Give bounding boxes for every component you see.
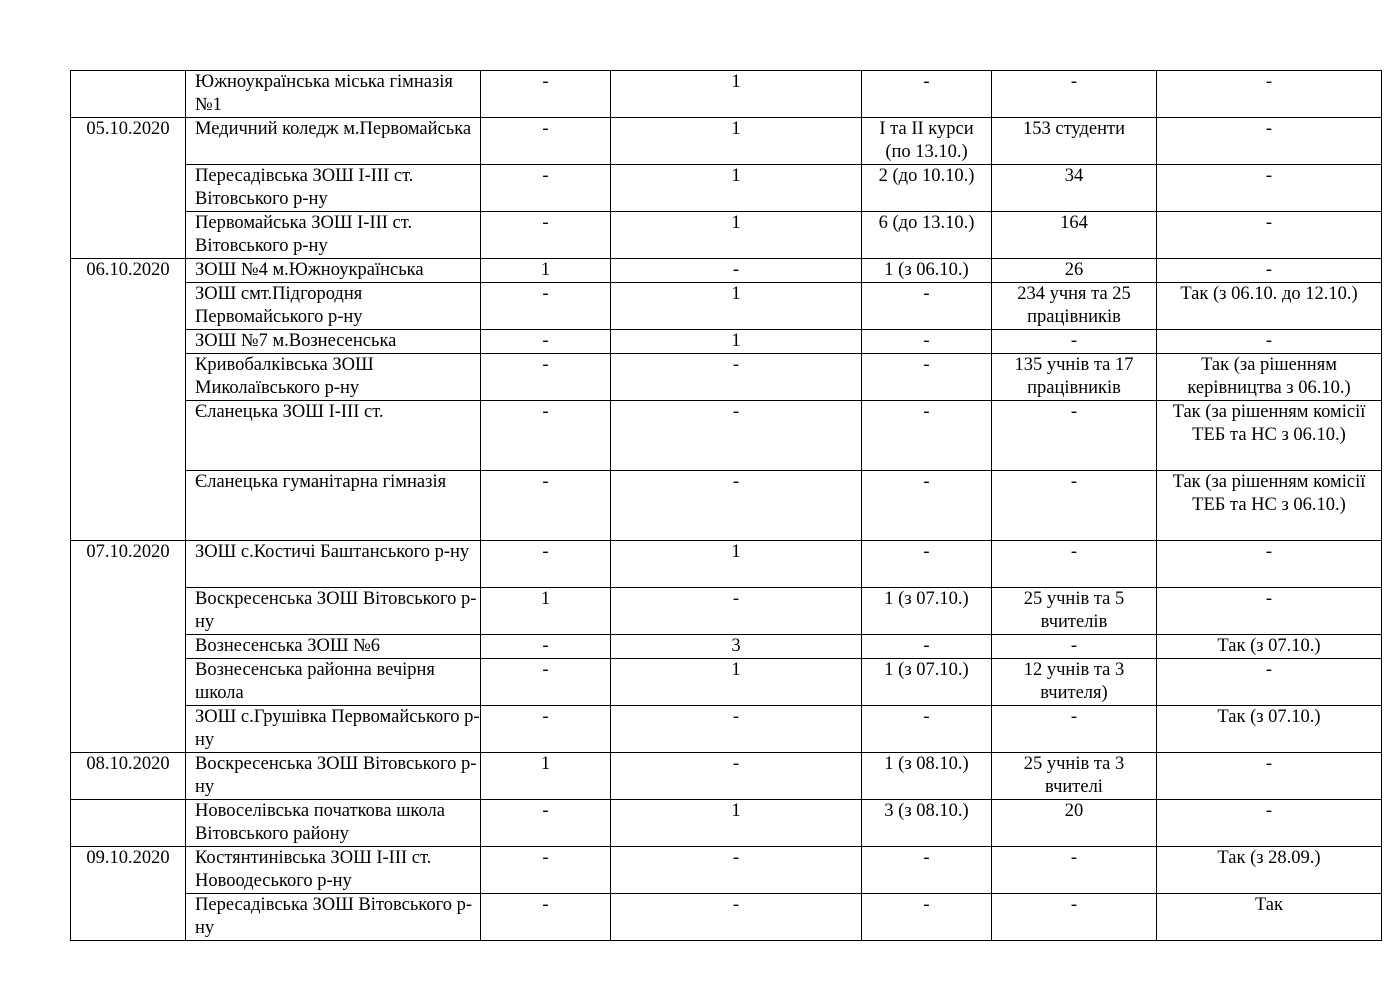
value-cell: - <box>992 401 1157 471</box>
value-cell: - <box>862 283 992 330</box>
school-cell: ЗОШ смт.Підгородня Первомайського р-ну <box>186 283 481 330</box>
school-cell: Новоселівська початкова школа Вітовського району <box>186 800 481 847</box>
value-cell: - <box>1157 71 1382 118</box>
value-cell: - <box>481 165 611 212</box>
value-cell: - <box>481 541 611 588</box>
value-cell: - <box>862 401 992 471</box>
value-cell: - <box>611 401 862 471</box>
school-cell: Єланецька гуманітарна гімназія <box>186 471 481 541</box>
value-cell: 3 <box>611 635 862 659</box>
value-cell: - <box>611 259 862 283</box>
table-row <box>71 541 1382 588</box>
value-cell: 20 <box>992 800 1157 847</box>
value-cell: - <box>611 894 862 941</box>
date-cell: 09.10.2020 <box>71 847 186 941</box>
date-cell: 08.10.2020 <box>71 753 186 800</box>
value-cell: - <box>992 635 1157 659</box>
date-cell <box>71 71 186 118</box>
value-cell: Так (з 07.10.) <box>1157 706 1382 753</box>
school-cell: Єланецька ЗОШ І-ІІІ ст. <box>186 401 481 471</box>
value-cell: 12 учнів та 3 вчителя) <box>992 659 1157 706</box>
date-cell: 06.10.2020 <box>71 259 186 541</box>
table-row <box>71 588 1382 635</box>
value-cell: - <box>862 706 992 753</box>
value-cell: - <box>862 635 992 659</box>
value-cell: - <box>1157 212 1382 259</box>
value-cell: - <box>1157 800 1382 847</box>
value-cell: - <box>611 354 862 401</box>
value-cell: - <box>481 354 611 401</box>
value-cell: Так (з 28.09.) <box>1157 847 1382 894</box>
school-cell: Вознесенська ЗОШ №6 <box>186 635 481 659</box>
value-cell: 26 <box>992 259 1157 283</box>
value-cell: 25 учнів та 5 вчителів <box>992 588 1157 635</box>
table-row <box>71 471 1382 541</box>
value-cell: - <box>1157 330 1382 354</box>
table-row <box>71 635 1382 659</box>
school-cell: Воскресенська ЗОШ Вітовського р-ну <box>186 588 481 635</box>
school-cell: Пересадівська ЗОШ І-ІІІ ст. Вітовського р-ну <box>186 165 481 212</box>
value-cell: I та II курси (по 13.10.) <box>862 118 992 165</box>
date-cell: 07.10.2020 <box>71 541 186 753</box>
value-cell: - <box>611 588 862 635</box>
value-cell: 6 (до 13.10.) <box>862 212 992 259</box>
school-cell: Костянтинівська ЗОШ І-ІІІ ст. Новоодеського р-ну <box>186 847 481 894</box>
value-cell: - <box>992 894 1157 941</box>
school-cell: Медичний коледж м.Первомайська <box>186 118 481 165</box>
value-cell: - <box>611 471 862 541</box>
table-row <box>71 71 1382 118</box>
value-cell: - <box>992 71 1157 118</box>
value-cell: - <box>481 847 611 894</box>
value-cell: Так (з 07.10.) <box>1157 635 1382 659</box>
value-cell: Так (з 06.10. до 12.10.) <box>1157 283 1382 330</box>
value-cell: - <box>1157 259 1382 283</box>
value-cell: 153 студенти <box>992 118 1157 165</box>
school-cell: Южноукраїнська міська гімназія №1 <box>186 71 481 118</box>
school-cell: ЗОШ с.Костичі Баштанського р-ну <box>186 541 481 588</box>
value-cell: 1 <box>611 330 862 354</box>
table-row <box>71 800 1382 847</box>
table-row <box>71 659 1382 706</box>
value-cell: 1 <box>611 212 862 259</box>
value-cell: - <box>862 354 992 401</box>
value-cell: 1 (з 07.10.) <box>862 588 992 635</box>
value-cell: - <box>1157 588 1382 635</box>
table-row <box>71 706 1382 753</box>
school-cell: ЗОШ с.Грушівка Первомайського р-ну <box>186 706 481 753</box>
table-row <box>71 401 1382 471</box>
value-cell: - <box>992 847 1157 894</box>
value-cell: 234 учня та 25 працівників <box>992 283 1157 330</box>
school-cell: ЗОШ №4 м.Южноукраїнська <box>186 259 481 283</box>
value-cell: 1 <box>611 541 862 588</box>
value-cell: - <box>1157 118 1382 165</box>
school-cell: ЗОШ №7 м.Вознесенська <box>186 330 481 354</box>
value-cell: - <box>862 71 992 118</box>
value-cell: - <box>481 706 611 753</box>
value-cell: Так (за рішенням керівництва з 06.10.) <box>1157 354 1382 401</box>
table-row <box>71 330 1382 354</box>
date-cell <box>71 800 186 847</box>
value-cell: - <box>481 635 611 659</box>
value-cell: - <box>862 330 992 354</box>
value-cell: - <box>481 659 611 706</box>
value-cell: - <box>481 894 611 941</box>
value-cell: - <box>481 471 611 541</box>
value-cell: - <box>862 894 992 941</box>
value-cell: 3 (з 08.10.) <box>862 800 992 847</box>
school-cell: Вознесенська районна вечірня школа <box>186 659 481 706</box>
value-cell: - <box>862 541 992 588</box>
value-cell: - <box>481 118 611 165</box>
value-cell: 1 <box>611 118 862 165</box>
date-cell: 05.10.2020 <box>71 118 186 259</box>
table-row <box>71 894 1382 941</box>
value-cell: 1 (з 08.10.) <box>862 753 992 800</box>
value-cell: - <box>481 283 611 330</box>
table-row <box>71 753 1382 800</box>
value-cell: - <box>992 471 1157 541</box>
value-cell: Так (за рішенням комісії ТЕБ та НС з 06.10.) <box>1157 471 1382 541</box>
school-cell: Воскресенська ЗОШ Вітовського р-ну <box>186 753 481 800</box>
value-cell: 1 <box>481 259 611 283</box>
school-cell: Первомайська ЗОШ І-ІІІ ст. Вітовського р-ну <box>186 212 481 259</box>
value-cell: Так (за рішенням комісії ТЕБ та НС з 06.10.) <box>1157 401 1382 471</box>
value-cell: - <box>1157 659 1382 706</box>
value-cell: - <box>481 401 611 471</box>
value-cell: - <box>481 800 611 847</box>
value-cell: 135 учнів та 17 працівників <box>992 354 1157 401</box>
value-cell: - <box>992 541 1157 588</box>
value-cell: - <box>481 71 611 118</box>
table-row <box>71 118 1382 165</box>
value-cell: - <box>862 471 992 541</box>
value-cell: 164 <box>992 212 1157 259</box>
school-cell: Пересадівська ЗОШ Вітовського р-ну <box>186 894 481 941</box>
value-cell: 1 (з 07.10.) <box>862 659 992 706</box>
value-cell: 1 <box>611 659 862 706</box>
value-cell: 1 <box>611 800 862 847</box>
table-row <box>71 283 1382 330</box>
value-cell: - <box>1157 753 1382 800</box>
value-cell: - <box>481 212 611 259</box>
value-cell: 1 <box>481 588 611 635</box>
value-cell: 1 (з 06.10.) <box>862 259 992 283</box>
table-row <box>71 354 1382 401</box>
value-cell: - <box>992 330 1157 354</box>
value-cell: - <box>481 330 611 354</box>
value-cell: - <box>862 847 992 894</box>
table-row <box>71 212 1382 259</box>
value-cell: 2 (до 10.10.) <box>862 165 992 212</box>
table-row <box>71 165 1382 212</box>
value-cell: - <box>611 706 862 753</box>
table-row <box>71 259 1382 283</box>
value-cell: - <box>1157 165 1382 212</box>
value-cell: Так <box>1157 894 1382 941</box>
school-cell: Кривобалківська ЗОШ Миколаївського р-ну <box>186 354 481 401</box>
value-cell: 1 <box>611 165 862 212</box>
value-cell: - <box>992 706 1157 753</box>
value-cell: 34 <box>992 165 1157 212</box>
value-cell: 1 <box>611 283 862 330</box>
value-cell: 25 учнів та 3 вчителі <box>992 753 1157 800</box>
table-row <box>71 847 1382 894</box>
value-cell: - <box>1157 541 1382 588</box>
value-cell: 1 <box>611 71 862 118</box>
value-cell: - <box>611 753 862 800</box>
value-cell: - <box>611 847 862 894</box>
schools-table <box>70 70 1382 941</box>
value-cell: 1 <box>481 753 611 800</box>
